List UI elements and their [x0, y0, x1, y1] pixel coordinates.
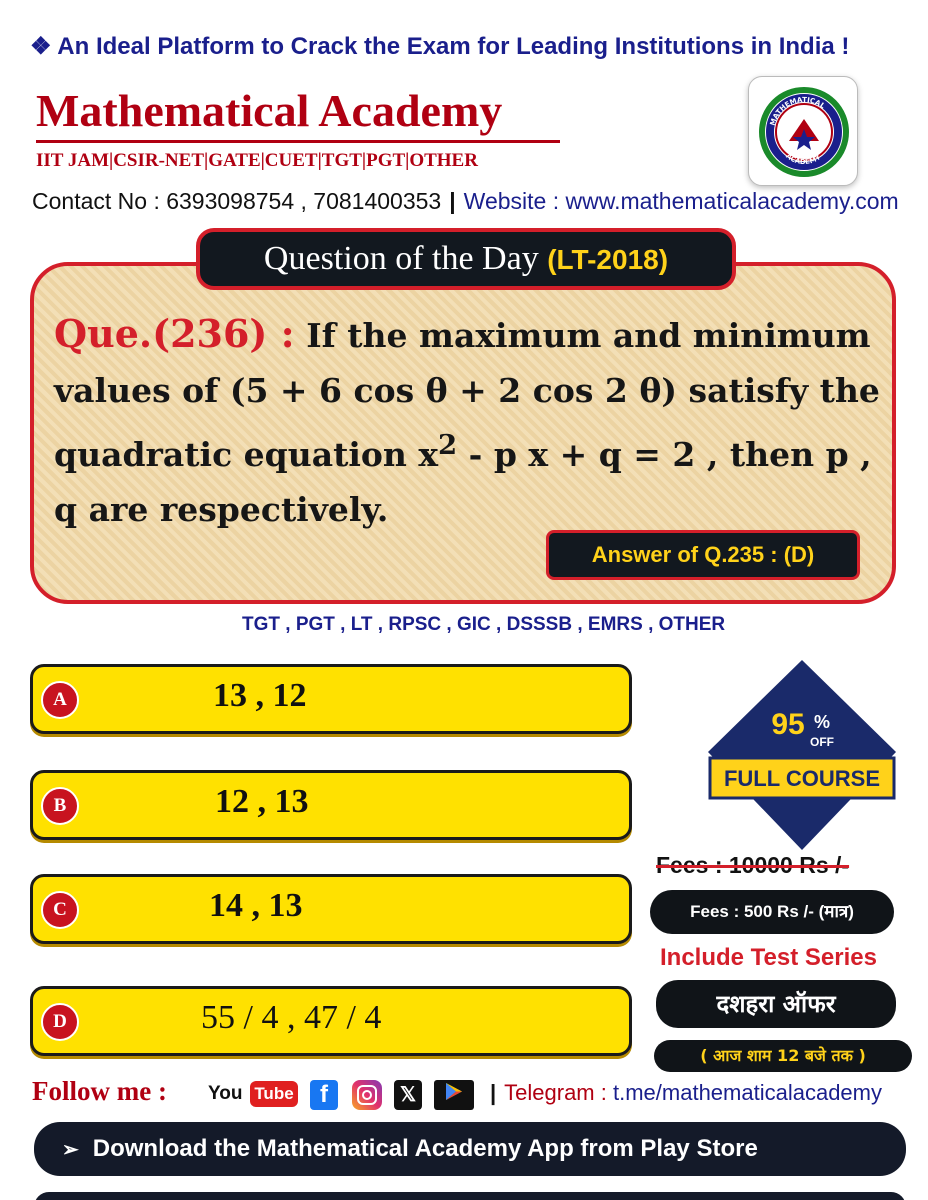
diamond-bullet-icon: ❖: [30, 33, 52, 60]
instagram-lens: [362, 1090, 372, 1100]
website-link[interactable]: Website : www.mathematicalacademy.com: [463, 188, 899, 214]
academy-logo: [748, 76, 858, 186]
offer-deadline-pill: ( आज शाम 12 बजे तक ): [654, 1040, 912, 1072]
dussehra-offer-pill: दशहरा ऑफर: [656, 980, 896, 1028]
contact-numbers: Contact No : 6393098754 , 7081400353: [32, 188, 442, 214]
telegram-separator: |: [490, 1080, 497, 1105]
arrow-icon: ➢: [62, 1139, 79, 1161]
question-body-2: - p x + q = 2 , then p , q are respectively.: [54, 435, 872, 529]
full-course-discount-badge: [696, 660, 908, 860]
logo-bottom-text: ACADEMY: [784, 152, 823, 167]
discount-value: 95: [771, 708, 805, 741]
option-letter: B: [41, 787, 79, 825]
contact-line: [32, 188, 899, 215]
x-twitter-icon[interactable]: 𝕏: [394, 1080, 422, 1110]
option-b[interactable]: [30, 770, 632, 840]
option-a[interactable]: [30, 664, 632, 734]
contact-separator: |: [449, 188, 456, 214]
follow-label: Follow me :: [32, 1076, 167, 1106]
option-value: 14 , 13: [209, 887, 303, 924]
option-c[interactable]: [30, 874, 632, 944]
full-course-label: FULL COURSE: [723, 766, 881, 791]
option-value: 55 / 4 , 47 / 4: [201, 999, 382, 1036]
question-text: [54, 306, 890, 537]
exam-list: TGT , PGT , LT , RPSC , GIC , DSSSB , EMRS , OTHER: [242, 614, 726, 635]
previous-answer-badge: Answer of Q.235 : (D): [546, 530, 860, 580]
tagline: [30, 32, 849, 61]
brand-underline: [36, 140, 560, 143]
option-letter: A: [41, 681, 79, 719]
banner-heading: Question of the Day: [263, 240, 539, 277]
instagram-icon[interactable]: [352, 1080, 382, 1110]
download-app-button[interactable]: [34, 1122, 906, 1176]
question-number: Que.(236) :: [54, 311, 295, 356]
question-body-1: If the maximum and minimum values of (5 + 6 cos θ + 2 cos 2 θ) satisfy the quadratic equation x: [54, 316, 880, 474]
telegram-label: Telegram :: [504, 1080, 607, 1105]
banner-exam-tag: (LT-2018): [547, 244, 669, 275]
academy-seal-icon: [749, 77, 859, 187]
brand-title: Mathematical Academy: [36, 85, 503, 136]
telegram-link[interactable]: t.me/mathematicalacademy: [613, 1080, 882, 1105]
play-triangle-icon: [446, 1083, 462, 1100]
tagline-text: An Ideal Platform to Crack the Exam for Leading Institutions in India !: [57, 33, 850, 60]
telegram-line: [490, 1080, 882, 1106]
option-value: 12 , 13: [215, 783, 309, 820]
discount-percent: %: [813, 712, 831, 732]
youtube-tube-text: Tube: [250, 1081, 298, 1107]
youtube-you-text: You: [208, 1083, 243, 1104]
old-fees: Fees : 10000 Rs /-: [656, 852, 850, 878]
youtube-icon[interactable]: [208, 1080, 298, 1110]
option-d[interactable]: [30, 986, 632, 1056]
option-value: 13 , 12: [213, 677, 307, 714]
brand-exam-list: IIT JAM|CSIR-NET|GATE|CUET|TGT|PGT|OTHER: [36, 150, 478, 171]
include-test-series: Include Test Series: [660, 944, 877, 971]
discount-off: OFF: [810, 735, 834, 749]
download-text: Download the Mathematical Academy App from Play Store: [92, 1135, 758, 1162]
new-fees-pill: Fees : 500 Rs /- (मात्र): [650, 890, 894, 934]
question-superscript: 2: [438, 429, 458, 461]
facebook-icon[interactable]: f: [310, 1080, 338, 1110]
option-letter: D: [41, 1003, 79, 1041]
google-play-icon[interactable]: [434, 1080, 474, 1110]
logo-top-text: MATHEMATICAL: [768, 95, 827, 127]
question-of-the-day-banner: [196, 228, 736, 290]
option-letter: C: [41, 891, 79, 929]
footer-bar: [34, 1192, 906, 1200]
